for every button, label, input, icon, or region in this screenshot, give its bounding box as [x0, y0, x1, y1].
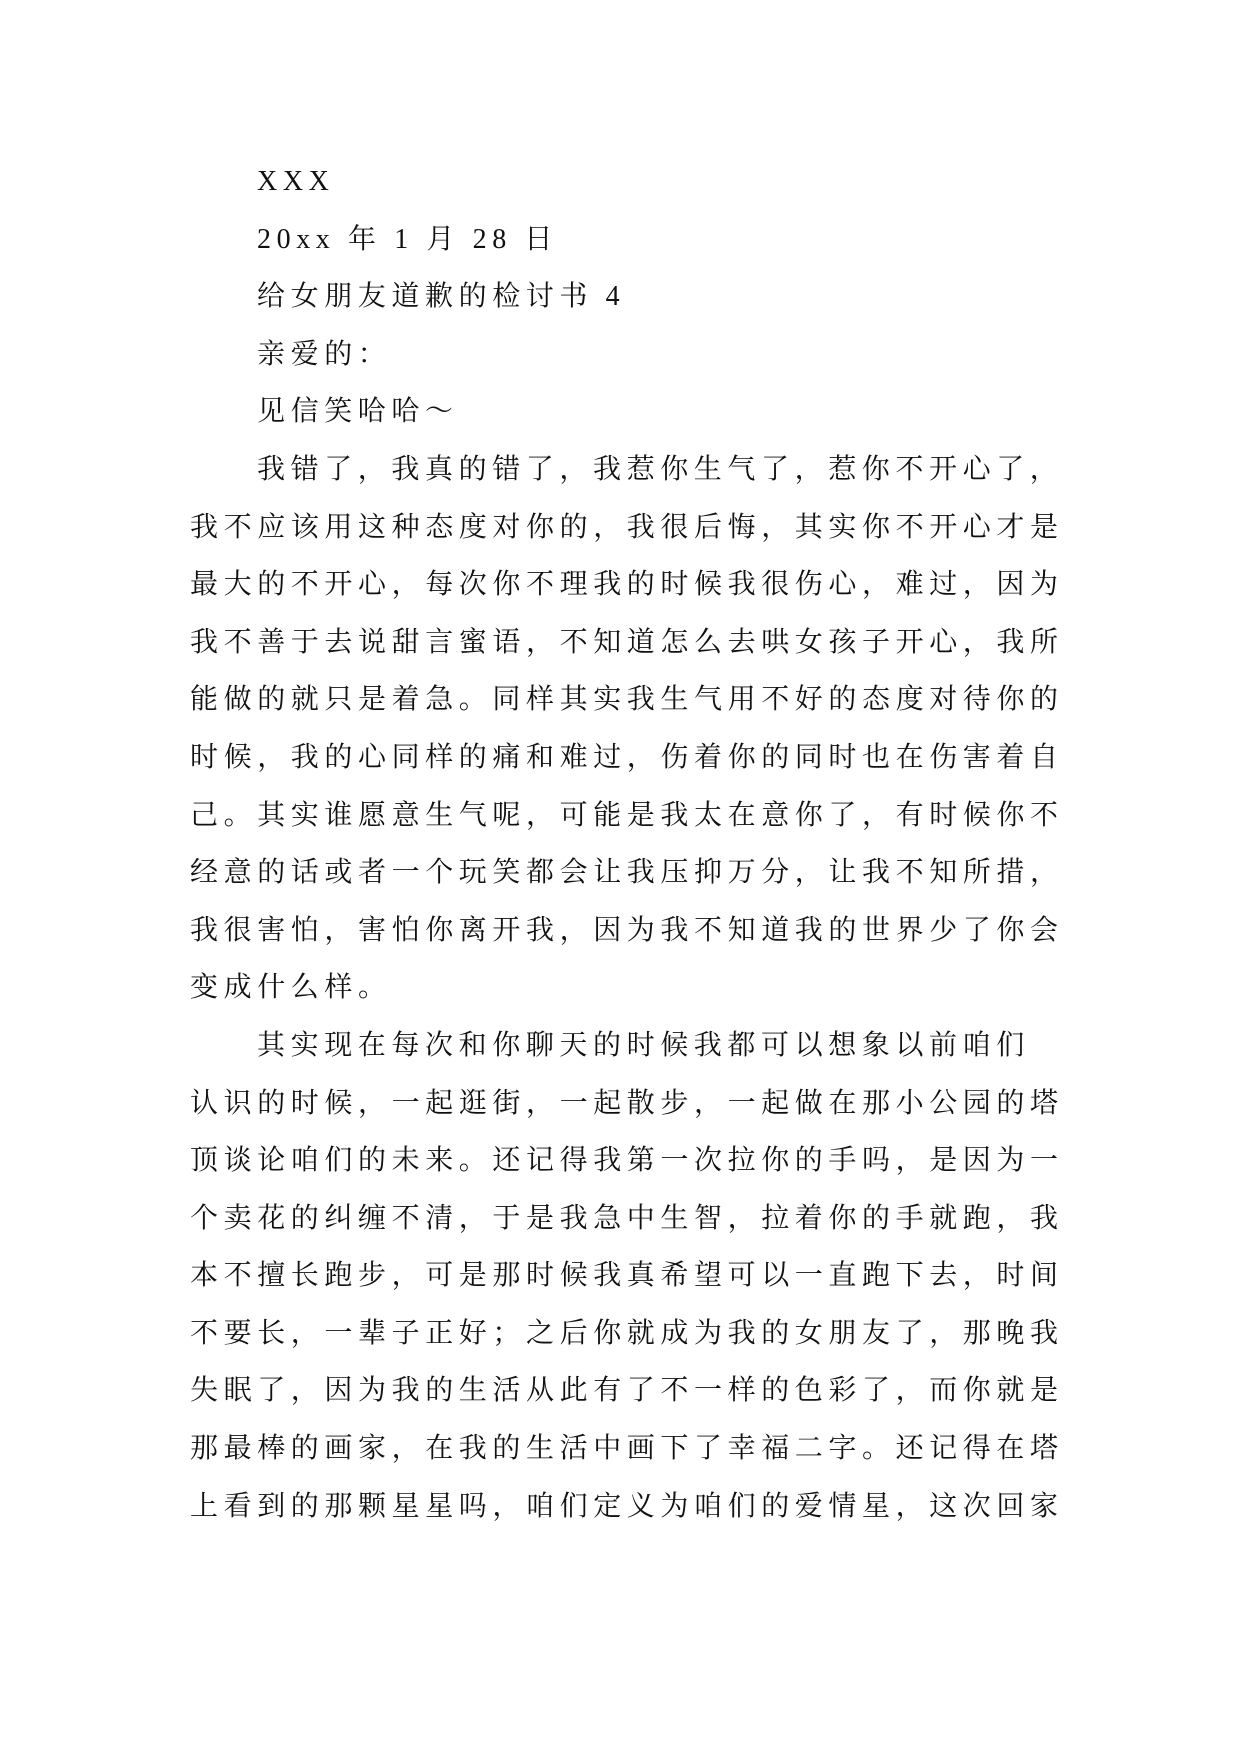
paragraph-line: 上看到的那颗星星吗，咱们定义为咱们的爱情星，这次回家 [190, 1490, 1064, 1522]
paragraph-line: 最大的不开心，每次你不理我的时候我很伤心，难过，因为 [190, 569, 1064, 601]
paragraph-line: 失眠了，因为我的生活从此有了不一样的色彩了，而你就是 [190, 1375, 1064, 1407]
paragraph-1 [190, 441, 1090, 1017]
paragraph-line: 其实现在每次和你聊天的时候我都可以想象以前咱们 [257, 1029, 1030, 1061]
paragraph-line: 顶谈论咱们的未来。还记得我第一次拉你的手吗，是因为一 [190, 1145, 1064, 1177]
paragraph-line: 那最棒的画家，在我的生活中画下了幸福二字。还记得在塔 [190, 1433, 1064, 1465]
paragraph-line: 本不擅长跑步，可是那时候我真希望可以一直跑下去，时间 [190, 1260, 1064, 1292]
paragraph-line: 我不应该用这种态度对你的，我很后悔，其实你不开心才是 [190, 511, 1064, 543]
paragraph-line: 不要长，一辈子正好；之后你就成为我的女朋友了，那晚我 [190, 1317, 1064, 1349]
letter-date: 20xx 年 1 月 28 日 [257, 223, 559, 255]
greeting-line: 见信笑哈哈～ [257, 396, 459, 428]
paragraph-line: 我错了，我真的错了，我惹你生气了，惹你不开心了， [257, 453, 1064, 485]
paragraph-line: 认识的时候，一起逛街，一起散步，一起做在那小公园的塔 [190, 1087, 1064, 1119]
salutation: 亲爱的： [257, 338, 392, 370]
paragraph-line: 己。其实谁愿意生气呢，可能是我太在意你了，有时候你不 [190, 799, 1064, 831]
paragraph-line: 经意的话或者一个玩笑都会让我压抑万分，让我不知所措， [190, 857, 1064, 889]
paragraph-line: 时候，我的心同样的痛和难过，伤着你的同时也在伤害着自 [190, 741, 1064, 773]
letter-title: 给女朋友道歉的检讨书 4 [257, 281, 626, 313]
letter-body [190, 153, 1090, 1535]
paragraph-line: 变成什么样。 [190, 972, 392, 1004]
signature-name: XXX [257, 166, 335, 197]
paragraph-line: 我不善于去说甜言蜜语，不知道怎么去哄女孩子开心，我所 [190, 626, 1064, 658]
paragraph-line: 能做的就只是着急。同样其实我生气用不好的态度对待你的 [190, 684, 1064, 716]
paragraph-2 [190, 1017, 1090, 1535]
paragraph-line: 我很害怕，害怕你离开我，因为我不知道我的世界少了你会 [190, 914, 1064, 946]
paragraph-line: 个卖花的纠缠不清，于是我急中生智，拉着你的手就跑，我 [190, 1202, 1064, 1234]
